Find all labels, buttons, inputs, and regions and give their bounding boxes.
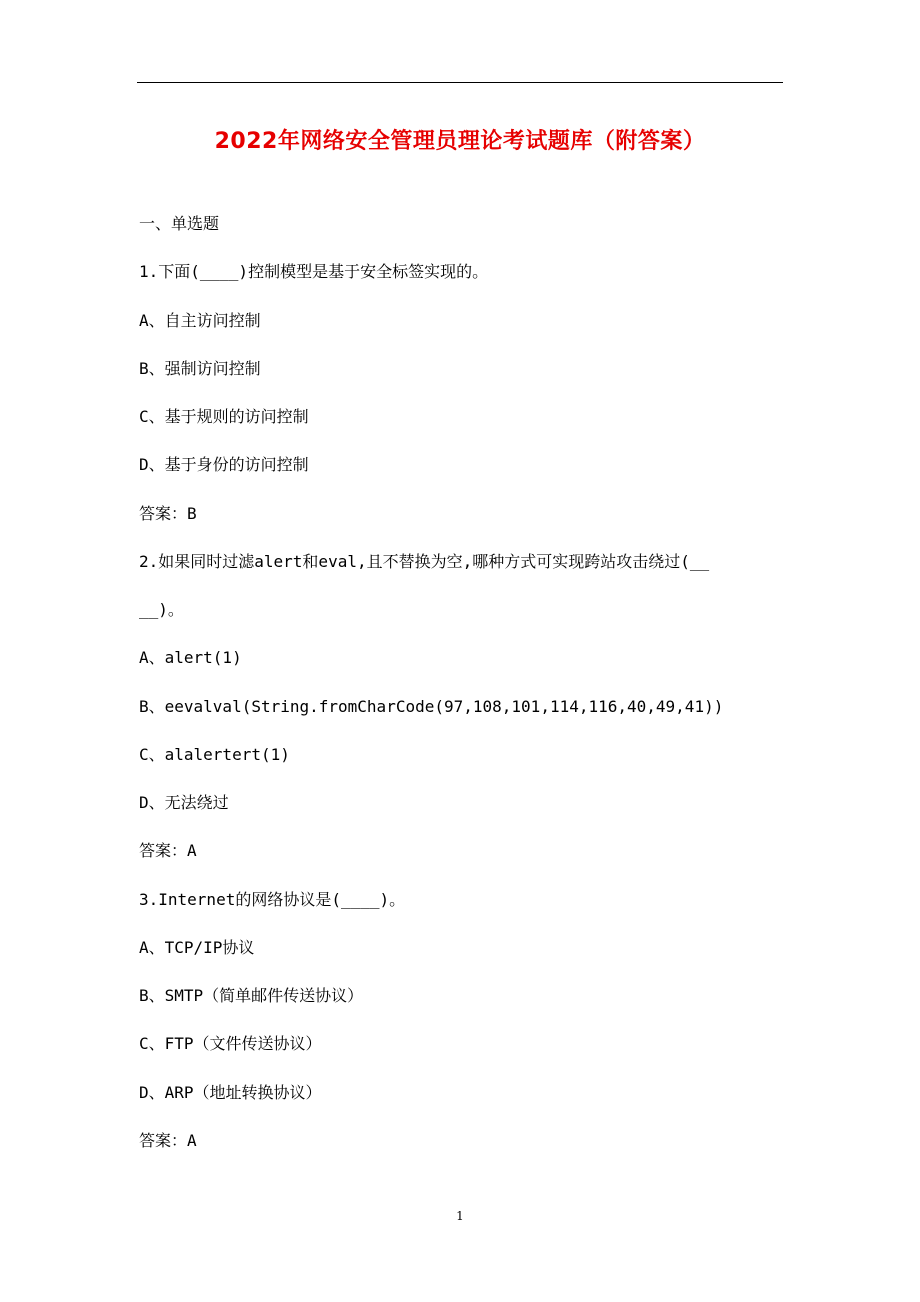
question-2-stem-line-1: 2.如果同时过滤alert和eval,且不替换为空,哪种方式可实现跨站攻击绕过(__: [139, 552, 710, 571]
question-3-option-a: A、TCP/IP协议: [139, 938, 255, 957]
question-2-option-b: B、eevalval(String.fromCharCode(97,108,101,114,116,40,49,41)): [139, 697, 724, 716]
question-1-stem: 1.下面(____)控制模型是基于安全标签实现的。: [139, 262, 489, 281]
question-1-option-a: A、自主访问控制: [139, 311, 261, 330]
question-1-answer: 答案：B: [139, 504, 197, 523]
question-2-option-d: D、无法绕过: [139, 793, 229, 812]
question-3-option-d: D、ARP（地址转换协议）: [139, 1083, 322, 1102]
question-2-option-a: A、alert(1): [139, 648, 242, 667]
header-rule: [137, 82, 783, 83]
page-number: 1: [456, 1209, 464, 1223]
question-1-option-d: D、基于身份的访问控制: [139, 455, 309, 474]
question-3-answer: 答案：A: [139, 1131, 197, 1150]
question-3-stem: 3.Internet的网络协议是(____)。: [139, 890, 406, 909]
question-2-answer: 答案：A: [139, 841, 197, 860]
question-2-option-c: C、alalertert(1): [139, 745, 290, 764]
question-3-option-b: B、SMTP（简单邮件传送协议）: [139, 986, 364, 1005]
question-1-option-b: B、强制访问控制: [139, 359, 261, 378]
question-2-stem-line-2: __)。: [139, 600, 184, 619]
question-1-option-c: C、基于规则的访问控制: [139, 407, 309, 426]
question-3-option-c: C、FTP（文件传送协议）: [139, 1034, 322, 1053]
section-heading: 一、单选题: [139, 214, 220, 233]
document-title: 2022年网络安全管理员理论考试题库（附答案）: [214, 129, 706, 154]
